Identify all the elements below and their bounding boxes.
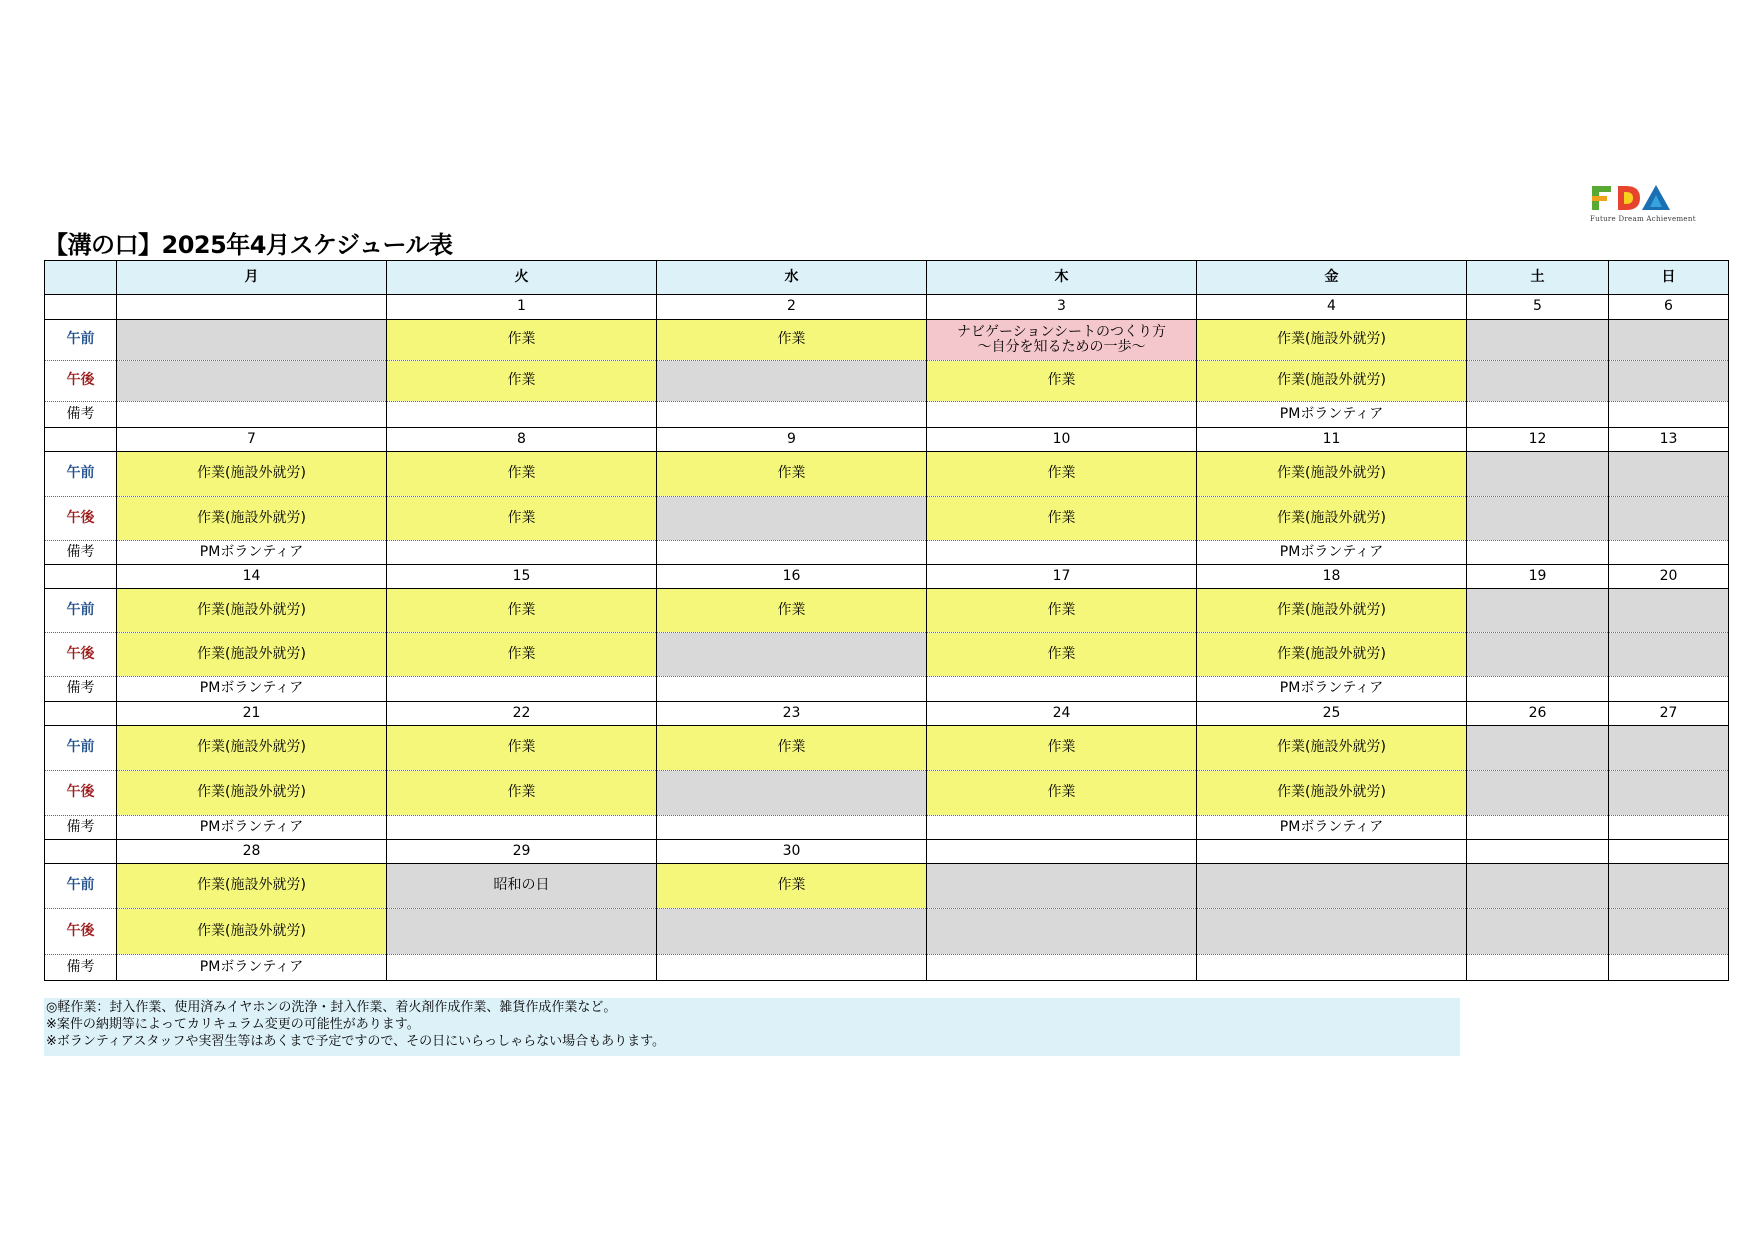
- am-label: 午前: [45, 589, 117, 633]
- am-label: 午前: [45, 452, 117, 497]
- am-label: 午前: [45, 864, 117, 909]
- pm-slot: 作業: [927, 771, 1197, 816]
- am-row: [45, 452, 1729, 497]
- note-slot: [927, 677, 1197, 702]
- note-row: [45, 955, 1729, 981]
- am-row: [45, 864, 1729, 909]
- day-number: 7: [117, 428, 387, 452]
- pm-slot: 作業: [387, 497, 657, 541]
- note-label: 備考: [45, 816, 117, 840]
- am-slot: 作業: [657, 726, 927, 771]
- day-number: 2: [657, 295, 927, 320]
- pm-slot: 作業(施設外就労): [1197, 497, 1467, 541]
- row-label-blank: [45, 428, 117, 452]
- am-label: 午前: [45, 726, 117, 771]
- pm-label: 午後: [45, 633, 117, 677]
- pm-label: 午後: [45, 771, 117, 816]
- pm-slot: [657, 633, 927, 677]
- am-slot: 作業: [927, 452, 1197, 497]
- pm-slot: 作業: [927, 497, 1197, 541]
- am-slot: [1609, 726, 1729, 771]
- am-slot: [1467, 589, 1609, 633]
- pm-slot: [1467, 633, 1609, 677]
- day-number: [1467, 840, 1609, 864]
- pm-slot: 作業: [927, 361, 1197, 402]
- day-number: 19: [1467, 565, 1609, 589]
- logo-tagline: Future Dream Achievement: [1590, 215, 1696, 223]
- pm-label: 午後: [45, 909, 117, 955]
- am-slot: [927, 864, 1197, 909]
- note-slot: [657, 955, 927, 981]
- am-slot: 作業: [387, 320, 657, 361]
- note-slot: [657, 677, 927, 702]
- day-number: 6: [1609, 295, 1729, 320]
- pm-slot: 作業(施設外就労): [117, 909, 387, 955]
- day-number: 18: [1197, 565, 1467, 589]
- am-slot: [1467, 726, 1609, 771]
- am-row: [45, 320, 1729, 361]
- pm-slot: [1609, 497, 1729, 541]
- note-label: 備考: [45, 955, 117, 981]
- note-slot: [1467, 402, 1609, 428]
- am-slot: 昭和の日: [387, 864, 657, 909]
- note-slot: [1609, 402, 1729, 428]
- day-number: 10: [927, 428, 1197, 452]
- note-row: [45, 816, 1729, 840]
- note-slot: [1467, 955, 1609, 981]
- day-number: 25: [1197, 702, 1467, 726]
- row-label-blank: [45, 565, 117, 589]
- header-corner: [45, 261, 117, 295]
- am-slot: 作業: [927, 726, 1197, 771]
- day-number: 11: [1197, 428, 1467, 452]
- pm-slot: 作業: [927, 633, 1197, 677]
- note-slot: [927, 816, 1197, 840]
- footer-line: ※案件の納期等によってカリキュラム変更の可能性があります。: [46, 1017, 420, 1032]
- note-slot: PMボランティア: [117, 677, 387, 702]
- day-number: 13: [1609, 428, 1729, 452]
- footer-notes: [44, 998, 1460, 1056]
- note-slot: [1609, 677, 1729, 702]
- pm-slot: [927, 909, 1197, 955]
- pm-slot: 作業: [387, 361, 657, 402]
- day-number: 27: [1609, 702, 1729, 726]
- note-row: [45, 541, 1729, 565]
- am-slot: [1197, 864, 1467, 909]
- row-label-blank: [45, 702, 117, 726]
- am-slot: ナビゲーションシートのつくり方 ～自分を知るための一歩～: [927, 320, 1197, 361]
- pm-slot: 作業(施設外就労): [117, 497, 387, 541]
- footer-line: ※ボランティアスタッフや実習生等はあくまで予定ですので、その日にいらっしゃらない場合もあります。: [46, 1034, 666, 1049]
- day-number: 21: [117, 702, 387, 726]
- note-slot: [927, 955, 1197, 981]
- day-number: 30: [657, 840, 927, 864]
- pm-slot: [1467, 909, 1609, 955]
- note-slot: [927, 402, 1197, 428]
- pm-slot: [1197, 909, 1467, 955]
- am-label: 午前: [45, 320, 117, 361]
- am-row: [45, 726, 1729, 771]
- day-number: [927, 840, 1197, 864]
- pm-slot: [1467, 771, 1609, 816]
- note-slot: PMボランティア: [1197, 541, 1467, 565]
- am-slot: 作業: [387, 452, 657, 497]
- note-slot: [657, 402, 927, 428]
- am-slot: [1467, 864, 1609, 909]
- day-number: 8: [387, 428, 657, 452]
- weekday-header: 木: [927, 261, 1197, 295]
- pm-label: 午後: [45, 361, 117, 402]
- day-number: 17: [927, 565, 1197, 589]
- note-slot: [657, 816, 927, 840]
- pm-slot: [657, 361, 927, 402]
- pm-slot: 作業(施設外就労): [117, 771, 387, 816]
- footer-line: ◎軽作業：封入作業、使用済みイヤホンの洗浄・封入作業、着火剤作成作業、雑貨作成作業など。: [46, 1000, 617, 1015]
- am-slot: [1609, 589, 1729, 633]
- am-slot: 作業(施設外就労): [117, 589, 387, 633]
- day-number: 16: [657, 565, 927, 589]
- note-row: [45, 402, 1729, 428]
- am-slot: [1609, 864, 1729, 909]
- am-slot: 作業: [387, 726, 657, 771]
- note-slot: [1609, 816, 1729, 840]
- day-number-row: [45, 702, 1729, 726]
- am-slot: 作業: [657, 589, 927, 633]
- am-row: [45, 589, 1729, 633]
- day-number: 26: [1467, 702, 1609, 726]
- weekday-header: 火: [387, 261, 657, 295]
- am-slot: [1467, 452, 1609, 497]
- day-number: 28: [117, 840, 387, 864]
- pm-row: [45, 909, 1729, 955]
- day-number: [1609, 840, 1729, 864]
- pm-slot: [657, 497, 927, 541]
- note-slot: [1609, 541, 1729, 565]
- am-slot: 作業: [387, 589, 657, 633]
- pm-slot: [1467, 497, 1609, 541]
- note-slot: PMボランティア: [1197, 402, 1467, 428]
- day-number: 4: [1197, 295, 1467, 320]
- note-slot: PMボランティア: [117, 816, 387, 840]
- pm-slot: [1609, 771, 1729, 816]
- day-number-row: [45, 295, 1729, 320]
- note-slot: [1467, 541, 1609, 565]
- am-slot: 作業: [657, 320, 927, 361]
- day-number: 3: [927, 295, 1197, 320]
- am-slot: 作業(施設外就労): [117, 726, 387, 771]
- am-slot: [1609, 452, 1729, 497]
- note-slot: PMボランティア: [117, 955, 387, 981]
- note-slot: [927, 541, 1197, 565]
- note-label: 備考: [45, 541, 117, 565]
- note-slot: PMボランティア: [1197, 816, 1467, 840]
- note-label: 備考: [45, 402, 117, 428]
- day-number: 29: [387, 840, 657, 864]
- day-number: [117, 295, 387, 320]
- day-number: 14: [117, 565, 387, 589]
- pm-slot: [1609, 633, 1729, 677]
- am-slot: [1467, 320, 1609, 361]
- am-slot: 作業(施設外就労): [1197, 452, 1467, 497]
- day-number: 15: [387, 565, 657, 589]
- day-number: 9: [657, 428, 927, 452]
- weekday-header: 日: [1609, 261, 1729, 295]
- day-number: 20: [1609, 565, 1729, 589]
- day-number: 22: [387, 702, 657, 726]
- logo-mark: [1592, 185, 1670, 210]
- note-slot: [387, 955, 657, 981]
- am-slot: 作業(施設外就労): [117, 864, 387, 909]
- row-label-blank: [45, 840, 117, 864]
- pm-slot: 作業(施設外就労): [1197, 771, 1467, 816]
- note-slot: [1609, 955, 1729, 981]
- pm-slot: [117, 361, 387, 402]
- day-number-row: [45, 565, 1729, 589]
- pm-slot: [1609, 909, 1729, 955]
- note-slot: PMボランティア: [1197, 677, 1467, 702]
- weekday-header: 水: [657, 261, 927, 295]
- day-number: 24: [927, 702, 1197, 726]
- weekday-header-row: [45, 261, 1729, 295]
- weekday-header: 月: [117, 261, 387, 295]
- note-slot: [387, 541, 657, 565]
- note-row: [45, 677, 1729, 702]
- pm-slot: [657, 909, 927, 955]
- am-slot: [117, 320, 387, 361]
- am-slot: 作業(施設外就労): [1197, 320, 1467, 361]
- pm-slot: [1467, 361, 1609, 402]
- pm-slot: [1609, 361, 1729, 402]
- note-slot: [1197, 955, 1467, 981]
- day-number-row: [45, 428, 1729, 452]
- am-slot: 作業(施設外就労): [1197, 589, 1467, 633]
- day-number: 5: [1467, 295, 1609, 320]
- note-slot: [117, 402, 387, 428]
- note-slot: [657, 541, 927, 565]
- pm-slot: 作業(施設外就労): [1197, 361, 1467, 402]
- day-number: 12: [1467, 428, 1609, 452]
- note-slot: [387, 402, 657, 428]
- am-slot: 作業: [657, 864, 927, 909]
- am-slot: [1609, 320, 1729, 361]
- day-number-row: [45, 840, 1729, 864]
- pm-slot: 作業: [387, 771, 657, 816]
- page-title: 【溝の口】2025年4月スケジュール表: [44, 231, 453, 259]
- am-slot: 作業: [927, 589, 1197, 633]
- pm-slot: 作業(施設外就労): [117, 633, 387, 677]
- note-slot: [387, 816, 657, 840]
- note-slot: [1467, 677, 1609, 702]
- pm-label: 午後: [45, 497, 117, 541]
- day-number: 1: [387, 295, 657, 320]
- day-number: [1197, 840, 1467, 864]
- weekday-header: 土: [1467, 261, 1609, 295]
- row-label-blank: [45, 295, 117, 320]
- note-slot: [1467, 816, 1609, 840]
- schedule-table: [44, 260, 1729, 981]
- pm-slot: 作業: [387, 633, 657, 677]
- am-slot: 作業: [657, 452, 927, 497]
- note-label: 備考: [45, 677, 117, 702]
- pm-row: [45, 633, 1729, 677]
- day-number: 23: [657, 702, 927, 726]
- pm-row: [45, 497, 1729, 541]
- am-slot: 作業(施設外就労): [117, 452, 387, 497]
- pm-row: [45, 361, 1729, 402]
- pm-row: [45, 771, 1729, 816]
- am-slot: 作業(施設外就労): [1197, 726, 1467, 771]
- note-slot: [387, 677, 657, 702]
- weekday-header: 金: [1197, 261, 1467, 295]
- pm-slot: [387, 909, 657, 955]
- pm-slot: 作業(施設外就労): [1197, 633, 1467, 677]
- pm-slot: [657, 771, 927, 816]
- note-slot: PMボランティア: [117, 541, 387, 565]
